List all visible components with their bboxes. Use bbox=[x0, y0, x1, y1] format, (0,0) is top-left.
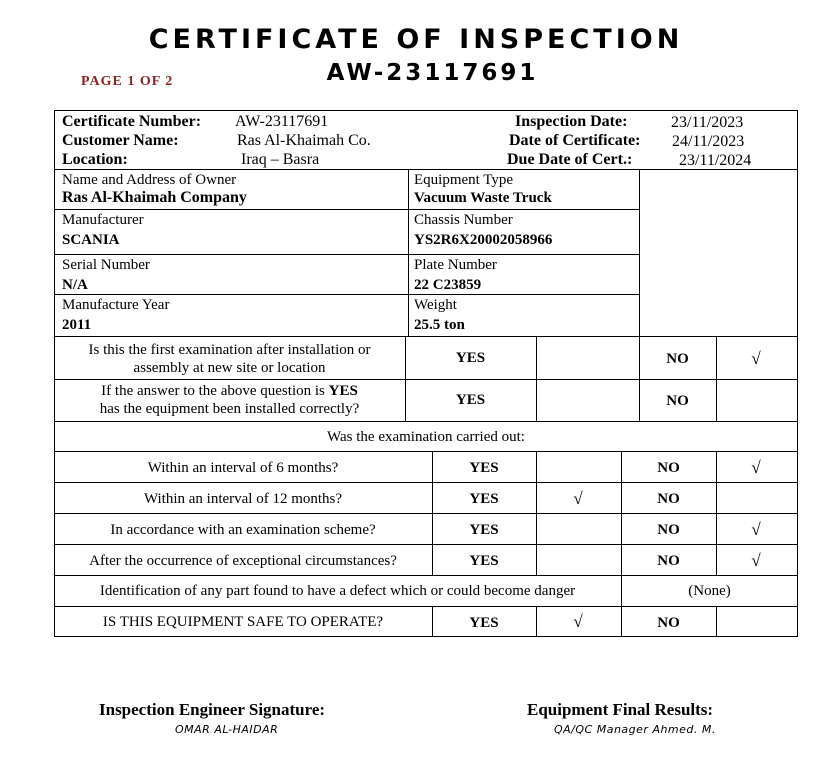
location-value: Iraq – Basra bbox=[241, 151, 320, 168]
weight-value: 25.5 ton bbox=[414, 317, 465, 333]
q2-line2: has the equipment been installed correctly? bbox=[99, 401, 360, 417]
serial-value: N/A bbox=[62, 277, 88, 293]
date-of-certificate-value: 24/11/2023 bbox=[672, 133, 745, 150]
inspection-engineer-signature-label: Inspection Engineer Signature: bbox=[99, 700, 326, 719]
chassis-value: YS2R6X20002058966 bbox=[414, 232, 553, 248]
certificate-number-value: AW-23117691 bbox=[235, 113, 329, 130]
due-date-label: Due Date of Cert.: bbox=[507, 151, 633, 168]
inspection-date-value: 23/11/2023 bbox=[671, 114, 744, 131]
equipment-final-results-label: Equipment Final Results: bbox=[527, 700, 714, 719]
due-date-value: 23/11/2024 bbox=[679, 152, 752, 169]
document-title: CERTIFICATE OF INSPECTION bbox=[148, 24, 684, 55]
q1-no: NO bbox=[666, 351, 689, 367]
equipment-type-label: Equipment Type bbox=[414, 172, 514, 188]
customer-name-label: Customer Name: bbox=[62, 132, 179, 149]
plate-label: Plate Number bbox=[414, 257, 497, 273]
owner-value: Ras Al-Khaimah Company bbox=[62, 189, 247, 206]
q8-yes-check: √ bbox=[573, 612, 583, 631]
manufacturer-label: Manufacturer bbox=[62, 212, 144, 228]
serial-label: Serial Number bbox=[62, 257, 150, 273]
q1-line2: assembly at new site or location bbox=[133, 360, 326, 376]
inspection-engineer-name: OMAR AL-HAIDAR bbox=[175, 723, 279, 736]
q1-yes: YES bbox=[455, 350, 486, 366]
equipment-type-value: Vacuum Waste Truck bbox=[414, 190, 552, 206]
q3-yes: YES bbox=[469, 460, 499, 476]
q8-text: IS THIS EQUIPMENT SAFE TO OPERATE? bbox=[102, 614, 384, 630]
inspection-date-label: Inspection Date: bbox=[515, 113, 628, 130]
q4-yes-check: √ bbox=[573, 489, 583, 508]
certificate-code-title: AW-23117691 bbox=[326, 60, 539, 86]
q3-text: Within an interval of 6 months? bbox=[147, 460, 339, 476]
q6-no-check: √ bbox=[751, 551, 761, 570]
weight-label: Weight bbox=[414, 297, 457, 313]
owner-label: Name and Address of Owner bbox=[62, 172, 237, 188]
q6-yes: YES bbox=[469, 553, 499, 569]
manufacture-year-value: 2011 bbox=[62, 317, 92, 333]
q3-no: NO bbox=[657, 460, 680, 476]
q8-yes: YES bbox=[469, 615, 499, 631]
q4-no: NO bbox=[657, 491, 680, 507]
examination-heading: Was the examination carried out: bbox=[327, 429, 525, 445]
q7-text: Identification of any part found to have a defect which or could become danger bbox=[99, 583, 576, 599]
q3-no-check: √ bbox=[751, 458, 761, 477]
q1-line1: Is this the first examination after installation or bbox=[88, 342, 371, 358]
plate-value: 22 C23859 bbox=[414, 277, 482, 293]
q5-yes: YES bbox=[469, 522, 499, 538]
q4-text: Within an interval of 12 months? bbox=[143, 491, 343, 507]
customer-name-value: Ras Al-Khaimah Co. bbox=[237, 132, 371, 149]
date-of-certificate-label: Date of Certificate: bbox=[509, 132, 641, 149]
location-label: Location: bbox=[62, 151, 128, 168]
q2-no: NO bbox=[666, 393, 689, 409]
final-results-signatory: QA/QC Manager Ahmed. M. bbox=[554, 723, 716, 736]
q6-no: NO bbox=[657, 553, 680, 569]
q6-text: After the occurrence of exceptional circumstances? bbox=[89, 553, 397, 569]
q5-no: NO bbox=[657, 522, 680, 538]
manufacture-year-label: Manufacture Year bbox=[62, 297, 170, 313]
certificate-number-label: Certificate Number: bbox=[62, 113, 202, 130]
q5-text: In accordance with an examination scheme? bbox=[110, 522, 376, 538]
manufacturer-value: SCANIA bbox=[62, 232, 120, 248]
q4-yes: YES bbox=[469, 491, 499, 507]
q8-no: NO bbox=[657, 615, 680, 631]
chassis-label: Chassis Number bbox=[414, 212, 513, 228]
q7-answer: (None) bbox=[688, 583, 731, 599]
q1-no-check: √ bbox=[751, 349, 761, 368]
q5-no-check: √ bbox=[751, 520, 761, 539]
page-indicator: PAGE 1 OF 2 bbox=[81, 74, 174, 89]
q2-line1: If the answer to the above question is YES bbox=[101, 383, 358, 399]
q2-yes: YES bbox=[455, 392, 486, 408]
